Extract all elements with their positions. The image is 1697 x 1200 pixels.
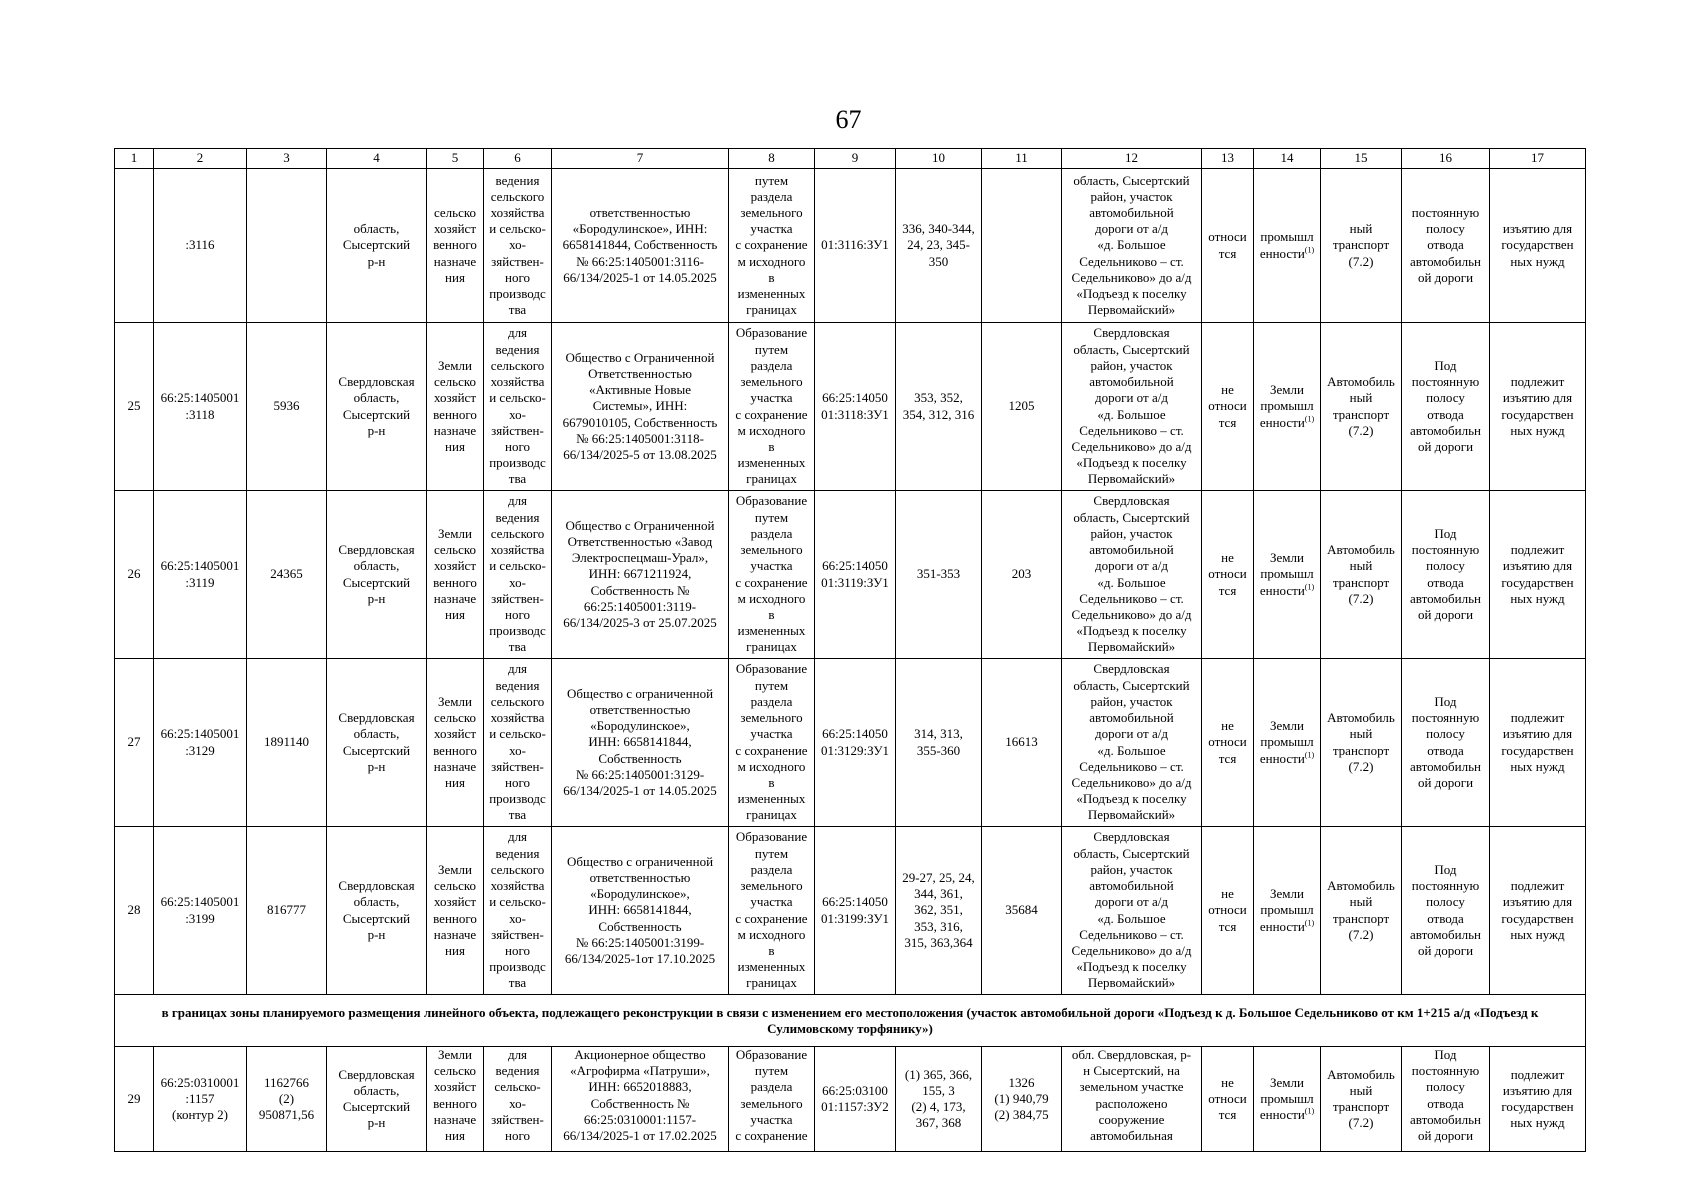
table-cell-col9 [815,827,896,995]
cell-text: Образование путем раздела земельного участка с сохранение м исходного в измененных границах [735,829,808,991]
table-cell-col13 [1202,1047,1254,1152]
table-cell-col3 [247,827,327,995]
table-row [115,827,1586,995]
table-cell-col6 [484,1047,552,1152]
table-cell-col9 [815,323,896,491]
cell-text: 26 [127,566,141,582]
table-cell-col4 [327,659,427,827]
cell-text: 336, 340-344, 24, 23, 345- 350 [902,221,975,269]
column-numbers-row [115,149,1586,169]
cell-text: Свердловская область, Сысертский р-н [338,878,415,942]
cell-text: постоянную полосу отвода автомобильн ой дороги [1409,204,1482,285]
cell-text: 01:3116:ЗУ1 [821,237,889,253]
table-cell-col17 [1490,323,1586,491]
table-cell-col14 [1254,323,1321,491]
cell-text: 1326 (1) 940,79 (2) 384,75 [994,1074,1049,1123]
cell-text: Свердловская область, Сысертский район, участок автомобильной дороги от а/д «д. Большое Седельниково – ст. Седельниково» до а/д «Подъезд к поселку Первомайский» [1071,493,1192,655]
cell-text: промышл енности [1259,229,1314,261]
cell-text: 66:25:1405001 :3129 [160,726,240,758]
cell-text: 66:25:1405001 :3199 [160,894,240,926]
table-cell-col5 [427,491,484,659]
column-number: 2 [154,149,247,169]
cell-text: 66:25:14050 01:3118:ЗУ1 [821,390,889,422]
footnote-marker: (1) [1304,245,1315,255]
footnote-marker: (1) [1304,918,1315,928]
cell-text: Земли сельско хозяйст венного назначе ния [433,525,477,622]
table-cell-col15 [1321,323,1402,491]
column-number: 12 [1062,149,1202,169]
table-cell-col3 [247,169,327,323]
cell-text: изъятию для государствен ных нужд [1501,221,1574,269]
cell-text: 1891140 [263,734,310,750]
table-cell-col5 [427,323,484,491]
table-cell-col1 [115,827,154,995]
cell-text: для ведения сельского хозяйства и сельско- хо- зяйствен- ного производс тва [489,493,546,655]
table-cell-col9 [815,491,896,659]
cell-text: 66:25:1405001 :3118 [160,390,240,422]
cell-text: подлежит изъятию для государствен ных нужд [1501,878,1574,942]
table-cell-col9 [815,1047,896,1152]
cell-text: 203 [1011,566,1032,582]
column-number: 9 [815,149,896,169]
table-cell-col10 [896,659,982,827]
cell-text: :3116 [185,237,215,253]
table-cell-col8 [729,323,815,491]
table-cell-col15 [1321,169,1402,323]
cell-text: 351-353 [916,566,961,582]
cell-text: Под постоянную полосу отвода автомобильн ой дороги [1409,525,1482,622]
cell-text: Свердловская область, Сысертский р-н [338,374,415,438]
table-cell-col1 [115,323,154,491]
cell-text: 353, 352, 354, 312, 316 [902,390,975,422]
table-row [115,491,1586,659]
table-cell-col3 [247,491,327,659]
table-cell-col14 [1254,1047,1321,1152]
table-cell-col16 [1402,169,1490,323]
table-cell-col7 [552,1047,729,1152]
table-cell-col10 [896,323,982,491]
table-cell-col11 [982,1047,1062,1152]
table-cell-col16 [1402,659,1490,827]
table-cell-col14 [1254,491,1321,659]
cell-text: область, Сысертский район, участок автомобильной дороги от а/д «д. Большое Седельниково – ст. Седельниково» до а/д «Подъезд к поселку Первомайский» [1071,172,1192,318]
table-cell-col8 [729,169,815,323]
table-cell-col2 [154,491,247,659]
table-cell-col17 [1490,827,1586,995]
cell-text: Образование путем раздела земельного участка с сохранение м исходного в измененных границах [735,661,808,823]
cell-text: Общество с Ограниченной Ответственностью «Активные Новые Системы», ИНН: 6679010105, Собственность № 66:25:1405001:3118- 66/134/2025-5 от 13.08.2025 [562,349,718,462]
column-number: 11 [982,149,1062,169]
column-number: 8 [729,149,815,169]
cell-text: Автомобиль ный транспорт (7.2) [1327,710,1395,774]
cell-text: Под постоянную полосу отвода автомобильн ой дороги [1409,861,1482,958]
cell-text: Земли промышл енности [1259,550,1314,598]
cell-text: подлежит изъятию для государствен ных нужд [1501,1066,1574,1131]
table-cell-col9 [815,169,896,323]
table-cell-col12 [1062,1047,1202,1152]
cell-text: ведения сельского хозяйства и сельско- хо- зяйствен- ного производс тва [489,172,546,318]
cell-text: Автомобиль ный транспорт (7.2) [1327,1066,1395,1131]
table-cell-col6 [484,169,552,323]
table-cell-col14 [1254,659,1321,827]
cell-text: 314, 313, 355-360 [914,726,963,758]
table-cell-col17 [1490,491,1586,659]
table-cell-col7 [552,659,729,827]
footnote-marker: (1) [1304,1106,1315,1116]
table-cell-col7 [552,323,729,491]
cell-text: Автомобиль ный транспорт (7.2) [1327,542,1395,606]
cell-text: обл. Свердловская, р- н Сысертский, на земельном участке расположено сооружение автомобильная [1071,1047,1192,1144]
table-cell-col5 [427,659,484,827]
table-cell-col1 [115,169,154,323]
cell-text: не относи тся [1208,382,1247,430]
table-cell-col4 [327,827,427,995]
table-cell-col13 [1202,169,1254,323]
cell-text: 816777 [267,902,306,918]
cell-text: Земли сельско хозяйст венного назначе ния [433,693,477,790]
cell-text: Свердловская область, Сысертский район, участок автомобильной дороги от а/д «д. Большое Седельниково – ст. Седельниково» до а/д «Подъезд к поселку Первомайский» [1071,325,1192,487]
cell-text: Автомобиль ный транспорт (7.2) [1327,374,1395,438]
cell-text: (1) 365, 366, 155, 3 (2) 4, 173, 367, 368 [904,1066,973,1131]
table-row [115,1047,1586,1152]
table-cell-col6 [484,491,552,659]
table-cell-col10 [896,1047,982,1152]
cell-text: 66:25:1405001 :3119 [160,558,240,590]
column-number: 6 [484,149,552,169]
cell-text: область, Сысертский р-н [342,221,411,269]
page-number: 67 [835,105,862,134]
column-number: 13 [1202,149,1254,169]
table-cell-col17 [1490,169,1586,323]
table-cell-col13 [1202,323,1254,491]
table-cell-col11 [982,169,1062,323]
table-cell-col3 [247,323,327,491]
table-cell-col10 [896,827,982,995]
table-row [115,659,1586,827]
land-plots-table [114,148,1586,1152]
column-number: 5 [427,149,484,169]
cell-text: Общество с ограниченной ответственностью «Бородулинское», ИНН: 6658141844, Собственность № 66:25:1405001:3129- 66/134/2025-1 от 14.05.2025 [563,685,717,798]
table-cell-col4 [327,169,427,323]
table-cell-col10 [896,169,982,323]
cell-text: Общество с Ограниченной Ответственностью «Завод Электроспецмаш-Урал», ИНН: 6671211924, Собственность № 66:25:1405001:3119- 66/134/2025-3 от 25.07.2025 [563,517,717,630]
cell-text: 1162766 (2) 950871,56 [258,1074,315,1123]
table-cell-col8 [729,491,815,659]
table-cell-col15 [1321,827,1402,995]
table-cell-col16 [1402,1047,1490,1152]
cell-text: 28 [127,902,141,918]
table-cell-col12 [1062,491,1202,659]
column-number: 16 [1402,149,1490,169]
table-cell-col2 [154,659,247,827]
table-cell-col3 [247,1047,327,1152]
table-cell-col8 [729,659,815,827]
cell-text: Акционерное общество «Агрофирма «Патруши», ИНН: 6652018883, Собственность № 66:25:0310001:1157- 66/134/2025-1 от 17.02.2025 [563,1047,717,1144]
cell-text: 29-27, 25, 24, 344, 361, 362, 351, 353, 316, 315, 363,364 [902,869,975,950]
table-cell-col17 [1490,659,1586,827]
cell-text: не относи тся [1208,718,1247,766]
cell-text: 66:25:03100 01:1157:ЗУ2 [821,1082,889,1114]
table-cell-col2 [154,323,247,491]
cell-text: не относи тся [1208,1074,1247,1123]
table-cell-col11 [982,323,1062,491]
table-cell-col14 [1254,827,1321,995]
table-cell-col2 [154,1047,247,1152]
table-cell-col15 [1321,1047,1402,1152]
table-cell-col14 [1254,169,1321,323]
cell-text: 25 [127,398,141,414]
cell-text: 66:25:14050 01:3129:ЗУ1 [820,726,890,758]
cell-text: 66:25:0310001 :1157 (контур 2) [160,1074,240,1123]
table-cell-col6 [484,827,552,995]
cell-text: 24365 [270,566,303,582]
cell-text: относи тся [1208,229,1247,261]
table-cell-col15 [1321,659,1402,827]
cell-text: 16613 [1005,734,1038,750]
section-header-row [115,995,1586,1047]
table-cell-col17 [1490,1047,1586,1152]
footnote-marker: (1) [1304,582,1315,592]
table-cell-col10 [896,491,982,659]
column-number: 4 [327,149,427,169]
table-cell-col1 [115,659,154,827]
cell-text: Общество с ограниченной ответственностью «Бородулинское», ИНН: 6658141844, Собственность № 66:25:1405001:3199- 66/134/2025-1от 17.10.2025 [564,853,716,966]
cell-text: Автомобиль ный транспорт (7.2) [1327,878,1395,942]
table-cell-col11 [982,827,1062,995]
table-cell-col5 [427,1047,484,1152]
table-cell-col7 [552,491,729,659]
column-number: 15 [1321,149,1402,169]
cell-text: 27 [127,734,141,750]
table-cell-col13 [1202,491,1254,659]
table-cell-col13 [1202,659,1254,827]
cell-text: Земли сельско хозяйст венного назначе ния [433,357,477,454]
cell-text: ответственностью «Бородулинское», ИНН: 6658141844, Собственность № 66:25:1405001:3116- 66/134/2025-1 от 14.05.2025 [562,204,718,285]
cell-text: Под постоянную полосу отвода автомобильн ой дороги [1409,1047,1482,1144]
cell-text: Земли промышл енности [1259,886,1314,934]
cell-text: 1205 [1008,398,1035,414]
table-cell-col16 [1402,323,1490,491]
table-cell-col13 [1202,827,1254,995]
cell-text: 29 [127,1090,141,1106]
table-cell-col9 [815,659,896,827]
cell-text: 35684 [1005,902,1038,918]
cell-text: для ведения сельского хозяйства и сельско- хо- зяйствен- ного производс тва [489,325,546,487]
section-header: в границах зоны планируемого размещения линейного объекта, подлежащего реконструкции в связи с изменением его местоположения (участок автомобильной дороги «Подъезд к д. Большое Седельниково от км 1+215 а/д «Подъезд к Сулимовскому торфянику») [115,995,1586,1047]
table-cell-col7 [552,169,729,323]
cell-text: подлежит изъятию для государствен ных нужд [1501,374,1574,438]
cell-text: Под постоянную полосу отвода автомобильн ой дороги [1409,357,1482,454]
cell-text: Земли сельско хозяйст венного назначе ния [433,1047,477,1144]
table-cell-col15 [1321,491,1402,659]
table-cell-col7 [552,827,729,995]
column-number: 17 [1490,149,1586,169]
table-cell-col11 [982,659,1062,827]
cell-text: Свердловская область, Сысертский р-н [338,542,415,606]
column-number: 14 [1254,149,1321,169]
table-cell-col12 [1062,659,1202,827]
cell-text: подлежит изъятию для государствен ных нужд [1501,542,1574,606]
cell-text: Земли промышл енности [1259,382,1314,430]
cell-text: Свердловская область, Сысертский р-н [338,710,415,774]
column-number: 1 [115,149,154,169]
table-cell-col4 [327,491,427,659]
table-cell-col1 [115,1047,154,1152]
cell-text: 66:25:14050 01:3199:ЗУ1 [820,894,890,926]
cell-text: Под постоянную полосу отвода автомобильн ой дороги [1409,693,1482,790]
cell-text: подлежит изъятию для государствен ных нужд [1501,710,1574,774]
footnote-marker: (1) [1304,750,1315,760]
table-cell-col16 [1402,827,1490,995]
cell-text: не относи тся [1208,886,1247,934]
cell-text: путем раздела земельного участка с сохранение м исходного в измененных границах [735,172,808,318]
cell-text: для ведения сельского хозяйства и сельско- хо- зяйствен- ного производс тва [489,829,546,991]
cell-text: Земли сельско хозяйст венного назначе ния [433,861,477,958]
table-cell-col6 [484,323,552,491]
column-number: 3 [247,149,327,169]
cell-text: сельско хозяйст венного назначе ния [433,204,477,285]
table-cell-col12 [1062,323,1202,491]
table-cell-col12 [1062,169,1202,323]
table-row [115,169,1586,323]
table-cell-col4 [327,323,427,491]
footnote-marker: (1) [1304,414,1315,424]
table-cell-col3 [247,659,327,827]
table-cell-col8 [729,1047,815,1152]
cell-text: для ведения сельского хозяйства и сельско- хо- зяйствен- ного производс тва [489,661,546,823]
cell-text: не относи тся [1208,550,1247,598]
cell-text: 5936 [273,398,300,414]
cell-text: Образование путем раздела земельного участка с сохранение [735,1047,808,1144]
table-cell-col8 [729,827,815,995]
table-cell-col5 [427,827,484,995]
table-cell-col11 [982,491,1062,659]
table-row [115,323,1586,491]
cell-text: для ведения сельско- хо- зяйствен- ного [491,1047,544,1144]
table-cell-col1 [115,491,154,659]
table-cell-col6 [484,659,552,827]
table-cell-col12 [1062,827,1202,995]
cell-text: 66:25:14050 01:3119:ЗУ1 [821,558,889,590]
cell-text: ный транспорт (7.2) [1332,221,1390,269]
cell-text: Свердловская область, Сысертский р-н [338,1066,415,1131]
table-cell-col2 [154,169,247,323]
table-cell-col5 [427,169,484,323]
table-cell-col2 [154,827,247,995]
cell-text: Свердловская область, Сысертский район, участок автомобильной дороги от а/д «д. Большое Седельниково – ст. Седельниково» до а/д «Подъезд к поселку Первомайский» [1071,829,1192,991]
table-cell-col16 [1402,491,1490,659]
cell-text: Земли промышл енности [1259,718,1314,766]
cell-text: Свердловская область, Сысертский район, участок автомобильной дороги от а/д «д. Большое Седельниково – ст. Седельниково» до а/д «Подъезд к поселку Первомайский» [1071,661,1192,823]
column-number: 10 [896,149,982,169]
cell-text: Земли промышл енности [1259,1074,1314,1123]
table-cell-col4 [327,1047,427,1152]
cell-text: Образование путем раздела земельного участка с сохранение м исходного в измененных границах [735,325,808,487]
column-number: 7 [552,149,729,169]
cell-text: Образование путем раздела земельного участка с сохранение м исходного в измененных границах [735,493,808,655]
